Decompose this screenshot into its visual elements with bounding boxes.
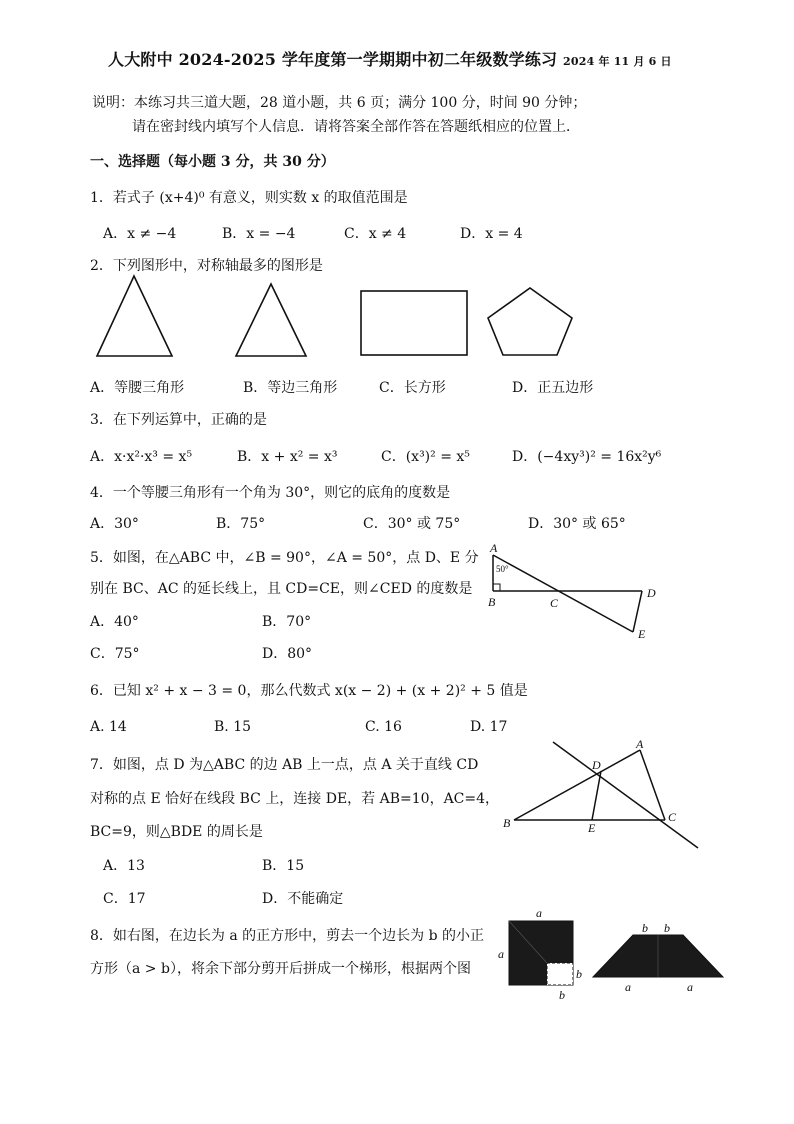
q8-label-b-trap-2: b [664,921,670,935]
q4-stem: 4．一个等腰三角形有一个角为 30°，则它的底角的度数是 [90,485,451,501]
exam-date: 2024 年 11 月 6 日 [563,55,672,68]
q4-option-a: A．30° [90,516,139,532]
instructions-line-2: 请在密封线内填写个人信息．请将答案全部作答在答题纸相应的位置上． [132,119,580,135]
q1-stem: 1．若式子 (x+4)⁰ 有意义，则实数 x 的取值范围是 [90,190,408,206]
q3-option-b: B．x + x² = x³ [237,449,338,465]
q6-option-c: C. 16 [365,719,402,735]
q6-option-d: D. 17 [470,719,508,735]
q5-angle-label: 50° [496,564,509,574]
q5-option-a: A．40° [90,614,139,630]
q7-option-a: A．13 [103,858,145,874]
q2-stem: 2．下列图形中，对称轴最多的图形是 [90,258,323,274]
q6-option-b: B. 15 [214,719,252,735]
q7-label-e: E [588,821,596,835]
q7-label-d: D [592,758,601,772]
q7-line-2: 对称的点 E 恰好在线段 BC 上，连接 DE，若 AB=10，AC=4， [90,791,500,807]
q5-label-b: B [488,595,496,609]
q3-option-a: A．x·x²·x³ = x⁵ [90,449,193,465]
q5-line-1: 5．如图，在△ABC 中，∠B = 90°，∠A = 50°，点 D、E 分 [90,550,479,566]
instructions-line-1: 说明：本练习共三道大题，28 道小题，共 6 页；满分 100 分，时间 90 分钟； [92,95,587,111]
q5-line-2: 别在 BC、AC 的延长线上，且 CD=CE，则∠CED 的度数是 [90,581,473,597]
q3-option-c: C．(x³)² = x⁵ [381,449,470,465]
q5-option-b: B．70° [262,614,312,630]
q5-option-d: D．80° [262,646,313,662]
q8-label-b-trap-1: b [642,921,648,935]
q7-option-d: D．不能确定 [262,891,344,907]
q3-option-d: D．(−4xy³)² = 16x²y⁶ [512,449,662,465]
q7-label-c: C [668,810,677,824]
q2-option-d: D．正五边形 [512,380,594,396]
q8-label-a-top: a [536,906,542,920]
q2-option-b: B．等边三角形 [243,380,338,396]
q7-option-b: B．15 [262,858,305,874]
q8-label-a-trap-1: a [625,980,631,994]
q8-label-b-right: b [576,967,582,981]
q5-option-c: C．75° [90,646,140,662]
q4-option-d: D．30° 或 65° [528,516,626,532]
q8-label-b-bottom: b [559,988,565,1002]
q5-label-e: E [638,627,646,641]
q5-label-d: D [647,586,656,600]
q8-line-1: 8．如右图，在边长为 a 的正方形中，剪去一个边长为 b 的小正 [90,928,485,944]
q7-option-c: C．17 [103,891,146,907]
title-text: 人大附中 2024-2025 学年度第一学期期中初二年级数学练习 [108,50,558,69]
q7-label-a: A [636,737,644,751]
q4-option-c: C．30° 或 75° [363,516,461,532]
q8-label-a-trap-2: a [687,980,693,994]
q1-option-b: B．x = −4 [222,226,296,242]
q2-option-a: A．等腰三角形 [90,380,185,396]
q7-line-1: 7．如图，点 D 为△ABC 的边 AB 上一点，点 A 关于直线 CD [90,757,479,773]
section-title: 一、选择题（每小题 3 分，共 30 分） [90,154,335,170]
q7-label-b: B [503,816,511,830]
q6-stem: 6．已知 x² + x − 3 = 0，那么代数式 x(x − 2) + (x + 2)² + 5 值是 [90,683,528,699]
q3-stem: 3．在下列运算中，正确的是 [90,412,267,428]
q6-option-a: A. 14 [90,719,127,735]
q8-label-a-left: a [498,947,504,961]
q4-option-b: B．75° [216,516,266,532]
q1-option-d: D．x = 4 [460,226,523,242]
q2-option-c: C．长方形 [379,380,446,396]
q1-option-a: A．x ≠ −4 [103,226,177,242]
q7-line-3: BC=9，则△BDE 的周长是 [90,824,263,840]
q1-option-c: C．x ≠ 4 [344,226,407,242]
q5-label-c: C [550,596,559,610]
q8-line-2: 方形（a > b），将余下部分剪开后拼成一个梯形，根据两个图 [90,961,471,977]
q5-label-a: A [490,541,498,555]
